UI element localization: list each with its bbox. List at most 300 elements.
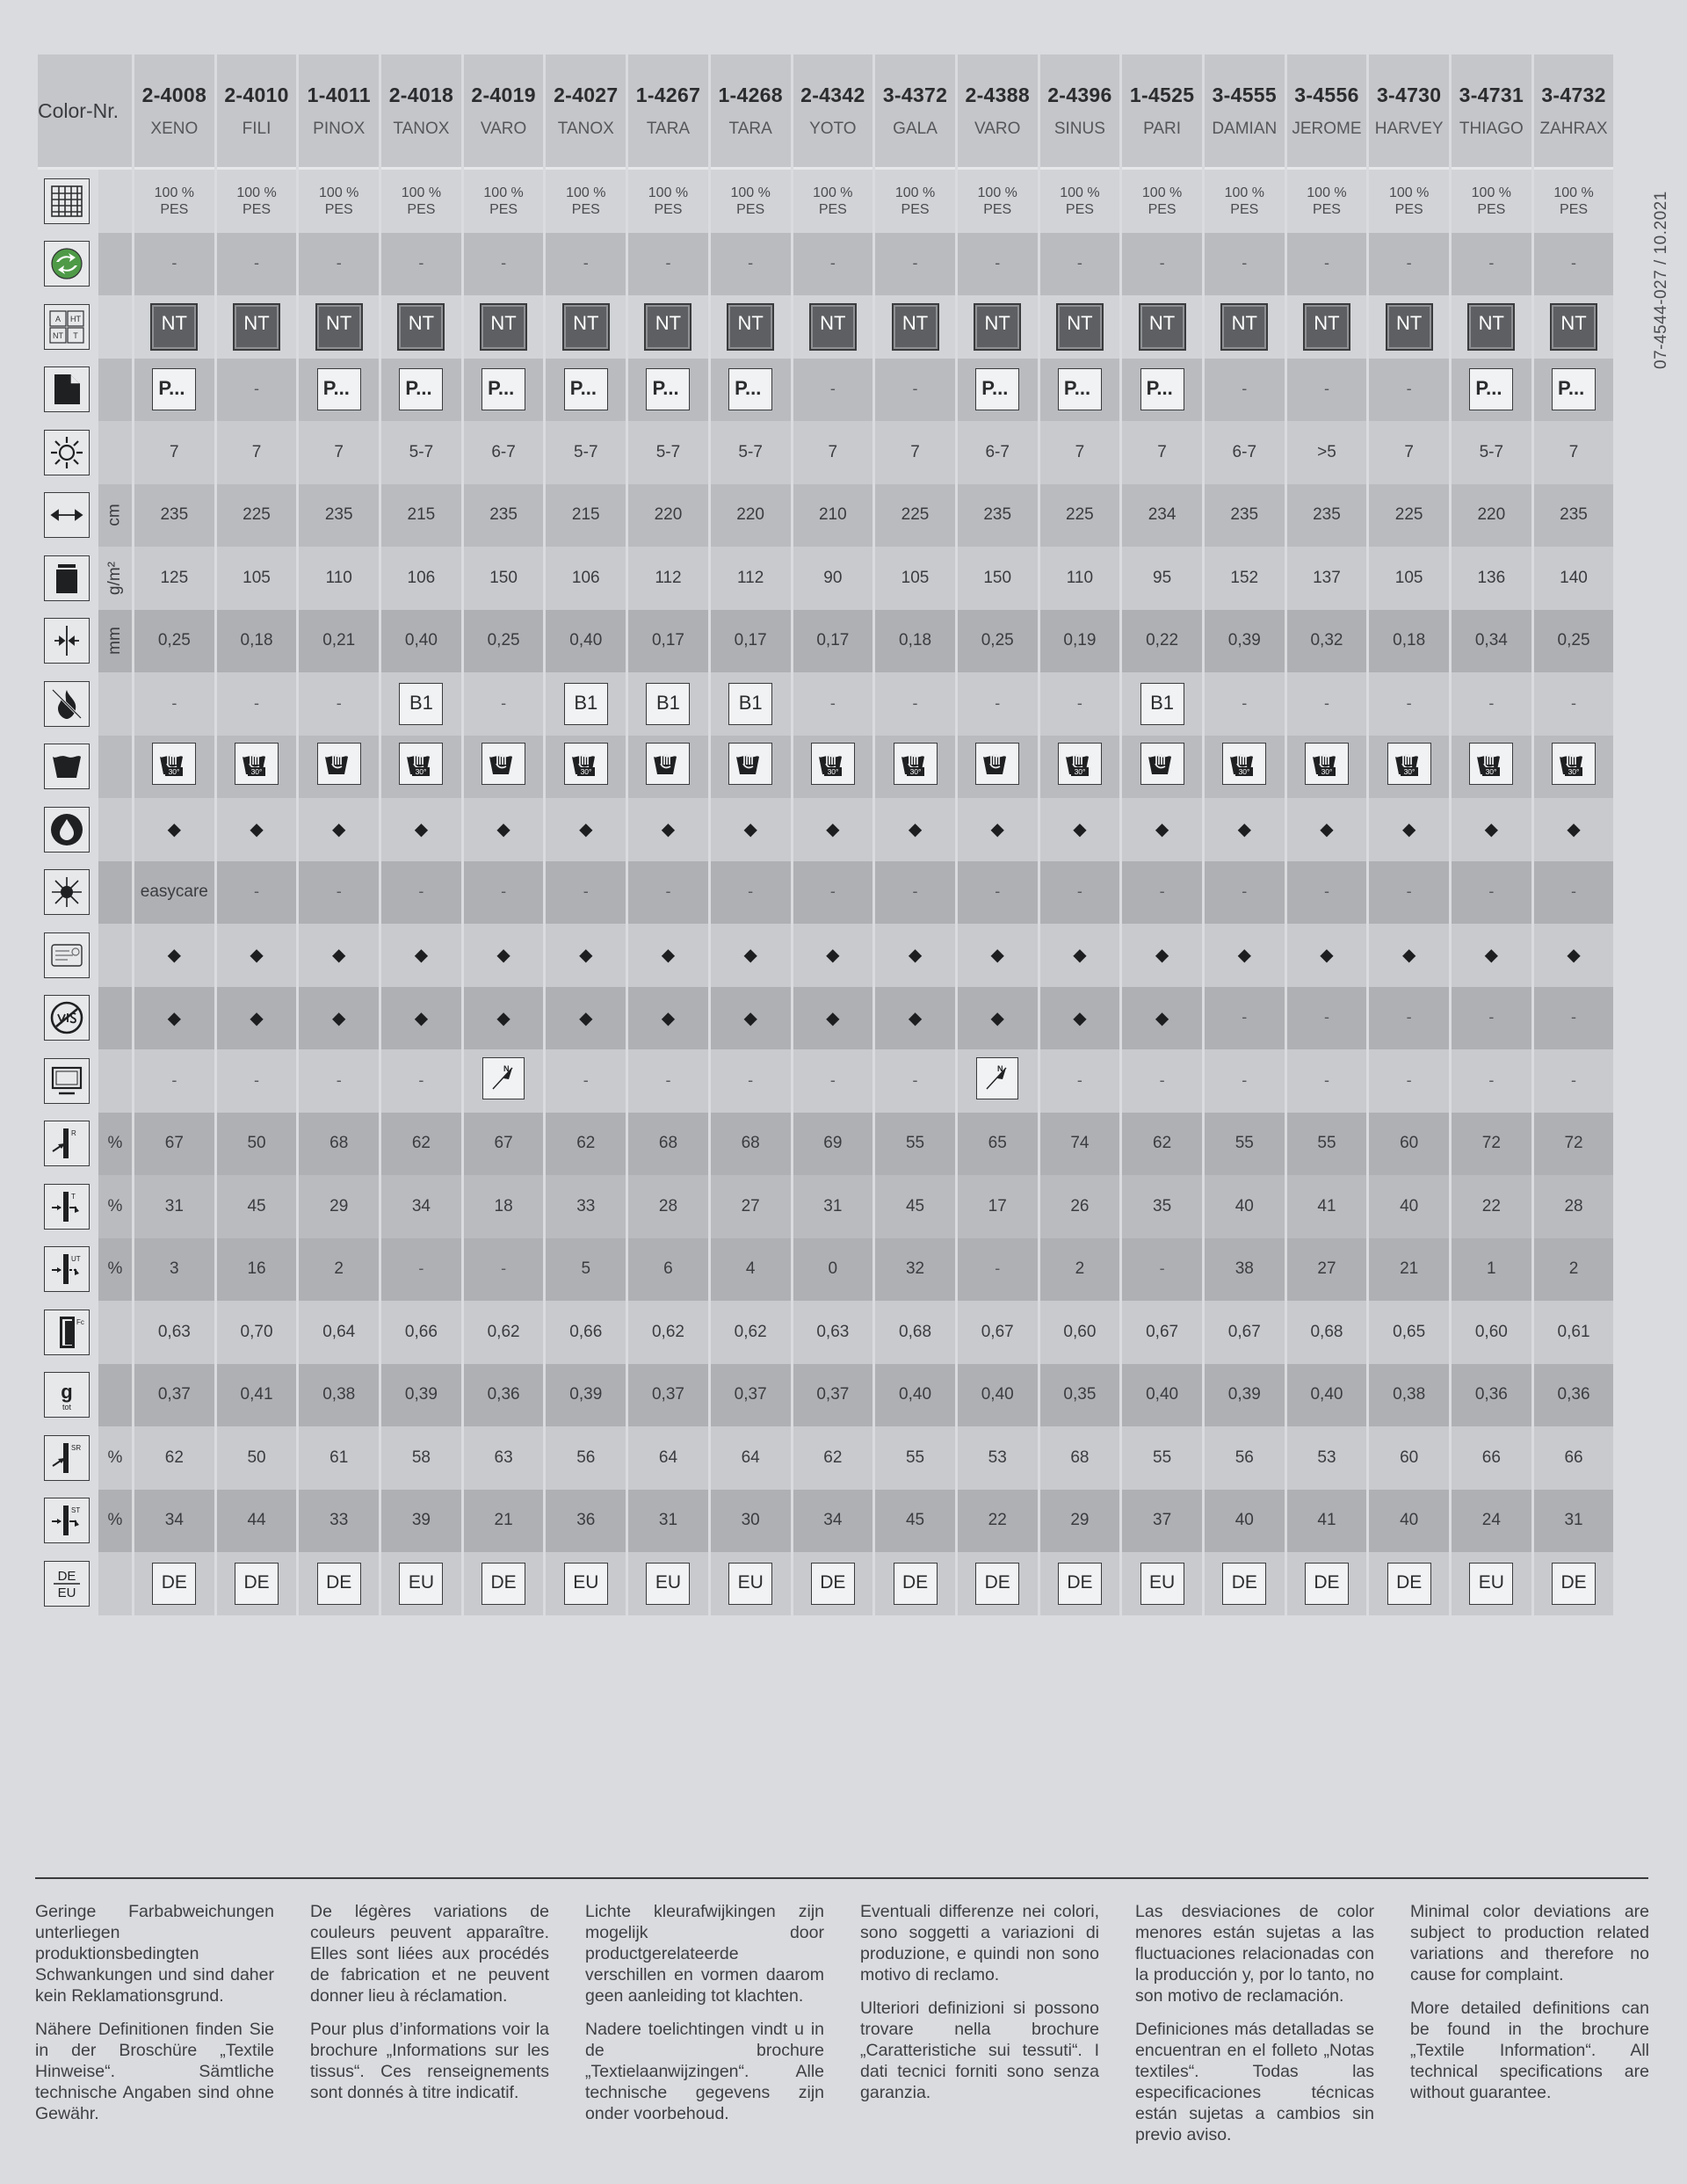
uv-transmission-icon — [38, 1238, 96, 1302]
composition-value: 100 % PES — [1307, 185, 1347, 217]
table-cell — [1287, 1301, 1367, 1364]
table-cell — [299, 1552, 379, 1615]
table-cell — [1287, 672, 1367, 736]
table-cell — [793, 1426, 873, 1490]
mounting-badge: NT — [809, 303, 857, 351]
table-cell — [958, 484, 1038, 548]
document-badge: P... — [481, 368, 525, 410]
cell-value: - — [336, 693, 342, 712]
table-cell — [299, 672, 379, 736]
column-header — [1534, 54, 1614, 170]
table-cell — [299, 798, 379, 861]
feature-diamond: ◆ — [414, 1008, 429, 1028]
cell-value: 62 — [164, 1448, 184, 1467]
model-name: ZAHRAX — [1539, 119, 1608, 138]
flame-retardant-icon — [38, 672, 96, 736]
table-cell — [299, 736, 379, 799]
table-cell — [1534, 1301, 1614, 1364]
table-cell — [134, 924, 214, 987]
feature-diamond: ◆ — [908, 820, 923, 840]
table-cell — [1452, 1552, 1531, 1615]
cell-value: 7 — [1404, 442, 1414, 461]
table-cell — [1534, 1049, 1614, 1113]
table-cell — [134, 1490, 214, 1553]
feature-diamond: ◆ — [743, 946, 757, 966]
table-cell — [464, 1301, 544, 1364]
table-cell — [1122, 1490, 1202, 1553]
svg-text:N: N — [503, 1063, 510, 1073]
table-cell — [546, 1113, 626, 1176]
feature-diamond: ◆ — [414, 820, 429, 840]
table-cell — [217, 295, 297, 359]
composition-value: 100 % PES — [1471, 185, 1512, 217]
table-cell — [381, 610, 461, 673]
cell-value: 2 — [334, 1259, 344, 1279]
g-total-icon — [38, 1364, 96, 1427]
cell-value: 235 — [160, 505, 189, 525]
table-cell — [134, 1364, 214, 1427]
cell-value: 0,35 — [1063, 1385, 1097, 1404]
table-cell — [1287, 1049, 1367, 1113]
table-cell — [793, 233, 873, 296]
feature-diamond: ◆ — [1567, 946, 1581, 966]
color-code: 1-4011 — [307, 83, 371, 106]
table-cell — [381, 295, 461, 359]
cell-value: 40 — [1400, 1196, 1419, 1215]
cell-value: - — [171, 254, 177, 272]
cell-value: 0,40 — [899, 1385, 932, 1404]
table-cell — [1040, 1175, 1120, 1238]
table-cell — [875, 1049, 955, 1113]
row-unit — [98, 1049, 132, 1113]
table-cell — [217, 610, 297, 673]
feature-diamond: ◆ — [743, 1008, 757, 1028]
table-cell — [1452, 1426, 1531, 1490]
table-cell — [711, 1175, 791, 1238]
table-cell — [1452, 987, 1531, 1050]
mounting-type-icon — [38, 295, 96, 359]
table-cell — [1040, 233, 1120, 296]
cell-value: 34 — [164, 1511, 184, 1530]
row-unit — [98, 359, 132, 422]
feature-diamond: ◆ — [743, 820, 757, 840]
color-code: 2-4018 — [388, 83, 454, 106]
row-unit — [98, 1301, 132, 1364]
wash-care-icon — [235, 743, 279, 785]
table-cell — [1205, 987, 1285, 1050]
table-cell — [217, 1175, 297, 1238]
mounting-badge: NT — [233, 303, 280, 351]
cell-value: - — [254, 882, 260, 901]
wash-care-icon — [1305, 743, 1349, 785]
mounting-badge: NT — [644, 303, 691, 351]
cell-value: 105 — [243, 568, 271, 587]
certification-region-badge: EU — [1140, 1563, 1184, 1605]
wash-care-icon — [1552, 743, 1596, 785]
column-header — [875, 54, 955, 170]
color-code: 1-4268 — [718, 83, 783, 106]
table-row — [38, 1490, 1613, 1553]
table-cell — [217, 1049, 297, 1113]
model-name: HARVEY — [1374, 119, 1444, 138]
cell-value: 31 — [823, 1196, 843, 1215]
cell-value: 58 — [411, 1448, 431, 1467]
cell-value: - — [748, 882, 754, 901]
row-unit — [98, 421, 132, 484]
mounting-badge: NT — [1386, 303, 1433, 351]
table-cell — [1369, 1301, 1449, 1364]
table-cell — [299, 1490, 379, 1553]
cell-value: 29 — [1070, 1511, 1090, 1530]
table-cell — [793, 736, 873, 799]
table-row — [38, 798, 1613, 861]
feature-diamond: ◆ — [990, 946, 1004, 966]
table-cell — [793, 924, 873, 987]
column-header — [381, 54, 461, 170]
feature-diamond: ◆ — [1484, 946, 1499, 966]
table-cell — [628, 484, 708, 548]
row-unit — [98, 1364, 132, 1427]
cell-value: 21 — [1400, 1259, 1419, 1279]
table-cell — [875, 295, 955, 359]
feature-diamond: ◆ — [332, 820, 346, 840]
feature-diamond: ◆ — [826, 946, 840, 966]
document-page-icon — [38, 359, 96, 422]
table-cell — [1534, 1364, 1614, 1427]
table-cell — [1452, 924, 1531, 987]
cell-value: 17 — [988, 1196, 1007, 1215]
table-row — [38, 1113, 1613, 1176]
cell-value: 27 — [1317, 1259, 1336, 1279]
cell-value: - — [829, 380, 836, 398]
table-row — [38, 295, 1613, 359]
table-cell — [217, 547, 297, 610]
unit-label: cm — [105, 504, 124, 526]
cell-value: 50 — [247, 1448, 266, 1467]
footer-es-p1: Las desviaciones de color menores están sujetas a las fluctuaciones relacionadas con la producción y, por lo tanto, no son motivo de reclamación. — [1135, 1902, 1374, 2006]
model-name: VARO — [974, 119, 1021, 138]
table-cell — [546, 924, 626, 987]
model-name: SINUS — [1053, 119, 1105, 138]
cell-value: - — [1571, 1008, 1577, 1027]
table-cell — [1122, 1175, 1202, 1238]
table-row — [38, 1552, 1613, 1615]
document-badge: P... — [1469, 368, 1513, 410]
fire-class-badge: B1 — [564, 683, 608, 725]
cell-value: 7 — [910, 442, 920, 461]
feature-diamond: ◆ — [1484, 820, 1499, 840]
table-cell — [381, 1364, 461, 1427]
cell-value: 7 — [251, 442, 262, 461]
table-cell — [1452, 861, 1531, 925]
svg-text:T: T — [73, 330, 78, 340]
footer-nl-p2: Nadere toelichtingen vindt u in de brochure „Textielaanwijzingen“. Alle technische gegevens zijn onder voorbehoud. — [585, 2020, 824, 2123]
table-cell — [875, 1175, 955, 1238]
cell-value: 0,18 — [899, 631, 932, 650]
feature-diamond: ◆ — [908, 1008, 923, 1028]
table-cell — [134, 1301, 214, 1364]
document-badge: P... — [317, 368, 361, 410]
footer-it-p2: Ulteriori definizioni si possono trovare nella brochure „Caratteristiche sui tessuti“. I dati tecnici forniti sono senza garanzia. — [860, 1999, 1099, 2102]
cell-value: 0,40 — [1310, 1385, 1343, 1404]
table-cell — [1205, 1175, 1285, 1238]
table-cell — [793, 672, 873, 736]
table-cell — [1040, 1552, 1120, 1615]
cell-value: 110 — [1066, 568, 1094, 587]
feature-diamond: ◆ — [414, 946, 429, 966]
cell-value: 150 — [489, 568, 518, 587]
table-cell — [1205, 1113, 1285, 1176]
composition-value: 100 % PES — [483, 185, 524, 217]
footer-text-de — [35, 1901, 274, 2137]
cell-value: - — [995, 882, 1001, 901]
cell-value: - — [501, 1259, 507, 1278]
column-header — [628, 54, 708, 170]
table-cell — [628, 610, 708, 673]
table-cell — [464, 1490, 544, 1553]
column-header — [711, 54, 791, 170]
table-cell — [628, 861, 708, 925]
table-cell — [1040, 1049, 1120, 1113]
table-cell — [958, 610, 1038, 673]
feature-diamond: ◆ — [826, 820, 840, 840]
table-cell — [464, 170, 544, 233]
cell-value: 6 — [663, 1259, 673, 1279]
cell-value: 140 — [1560, 568, 1588, 587]
table-cell — [711, 170, 791, 233]
column-header — [793, 54, 873, 170]
light-fastness-sun-icon — [38, 421, 96, 484]
table-cell — [1040, 672, 1120, 736]
table-cell — [711, 233, 791, 296]
cell-value: 0,62 — [734, 1322, 767, 1341]
table-cell — [464, 1175, 544, 1238]
cell-value: 40 — [1234, 1511, 1254, 1530]
wash-care-icon — [811, 743, 855, 785]
cell-value: 0,39 — [404, 1385, 438, 1404]
cell-value: 41 — [1317, 1511, 1336, 1530]
compass-icon — [482, 1057, 525, 1099]
table-cell — [381, 736, 461, 799]
table-cell — [217, 170, 297, 233]
footer-text-it — [860, 1901, 1099, 2115]
row-unit — [98, 610, 132, 673]
table-cell — [1040, 1364, 1120, 1427]
table-cell — [134, 736, 214, 799]
composition-value: 100 % PES — [154, 185, 195, 217]
certification-region-badge: DE — [481, 1563, 525, 1605]
cell-value: 0,66 — [404, 1322, 438, 1341]
table-cell — [875, 233, 955, 296]
cell-value: 210 — [818, 505, 847, 525]
table-row — [38, 1364, 1613, 1427]
table-cell — [628, 1490, 708, 1553]
svg-text:SR: SR — [71, 1443, 82, 1452]
table-cell — [546, 1049, 626, 1113]
cell-value: 110 — [325, 568, 352, 587]
cell-value: - — [254, 380, 260, 398]
table-cell — [1369, 484, 1449, 548]
table-cell — [299, 547, 379, 610]
table-cell — [217, 484, 297, 548]
table-cell — [793, 1113, 873, 1176]
table-row — [38, 610, 1613, 673]
weight-icon — [38, 547, 96, 610]
table-cell — [628, 987, 708, 1050]
cell-value: 0,63 — [157, 1322, 191, 1341]
table-cell — [299, 295, 379, 359]
table-cell — [464, 547, 544, 610]
table-cell — [875, 798, 955, 861]
table-cell — [1122, 359, 1202, 422]
table-cell — [217, 1364, 297, 1427]
cell-value: 235 — [1230, 505, 1259, 525]
table-cell — [1122, 798, 1202, 861]
cell-value: - — [1242, 380, 1248, 398]
mounting-badge: NT — [1139, 303, 1186, 351]
table-cell — [381, 861, 461, 925]
table-cell — [1452, 1490, 1531, 1553]
cell-value: 0,38 — [322, 1385, 356, 1404]
cell-value: 4 — [745, 1259, 756, 1279]
monitor-screen-icon — [38, 1049, 96, 1113]
table-cell — [875, 484, 955, 548]
cell-value: 55 — [1153, 1448, 1172, 1467]
table-cell — [628, 1175, 708, 1238]
table-cell — [958, 1049, 1038, 1113]
row-unit — [98, 1490, 132, 1553]
washing-tub-icon — [38, 736, 96, 799]
table-cell — [1452, 1175, 1531, 1238]
table-row — [38, 924, 1613, 987]
cell-value: 0,40 — [981, 1385, 1014, 1404]
cell-value: - — [1076, 1070, 1082, 1089]
table-cell — [299, 233, 379, 296]
cell-value: 150 — [983, 568, 1012, 587]
cell-value: 62 — [823, 1448, 843, 1467]
cell-value: 29 — [329, 1196, 349, 1215]
composition-value: 100 % PES — [977, 185, 1017, 217]
svg-text:Fc: Fc — [76, 1317, 84, 1326]
table-cell — [711, 1301, 791, 1364]
color-code: 3-4555 — [1212, 83, 1277, 106]
table-cell — [464, 421, 544, 484]
table-row — [38, 1049, 1613, 1113]
table-cell — [381, 987, 461, 1050]
table-cell — [1040, 421, 1120, 484]
mounting-badge: NT — [315, 303, 363, 351]
svg-text:EU: EU — [57, 1585, 76, 1600]
cell-value: - — [829, 1070, 836, 1089]
table-cell — [464, 924, 544, 987]
composition-value: 100 % PES — [1060, 185, 1100, 217]
table-cell — [958, 1113, 1038, 1176]
table-cell — [299, 484, 379, 548]
cell-value: 0,39 — [1227, 1385, 1261, 1404]
cell-value: 44 — [247, 1511, 266, 1530]
wash-care-icon — [1140, 743, 1184, 785]
row-unit — [98, 295, 132, 359]
table-cell — [793, 359, 873, 422]
cell-value: 5-7 — [655, 442, 681, 461]
cell-value: 0,37 — [734, 1385, 767, 1404]
table-cell — [134, 484, 214, 548]
color-code: 2-4396 — [1047, 83, 1112, 106]
cell-value: 55 — [1317, 1134, 1336, 1153]
feature-diamond: ◆ — [496, 820, 510, 840]
table-cell — [711, 610, 791, 673]
cell-value: 5-7 — [574, 442, 598, 461]
feature-diamond: ◆ — [1567, 820, 1581, 840]
color-code: 2-4019 — [471, 83, 536, 106]
footer-fr-p1: De légères variations de couleurs peuvent apparaître. Elles sont liées aux procédés de fabrication et ne peuvent donner lieu à réclamation. — [310, 1902, 549, 2006]
table-cell — [1452, 170, 1531, 233]
table-cell — [1369, 421, 1449, 484]
cell-value: - — [1242, 1070, 1248, 1089]
cell-value: 0,37 — [816, 1385, 850, 1404]
table-cell — [464, 1113, 544, 1176]
cell-value: 64 — [658, 1448, 678, 1467]
unit-label: mm — [105, 627, 124, 656]
model-name: TANOX — [557, 119, 614, 138]
footer-it-p1: Eventuali differenze nei colori, sono soggetti a variazioni di produzione, e quindi non sono motivo di reclamo. — [860, 1902, 1099, 1984]
svg-text:30°: 30° — [1074, 767, 1086, 777]
table-cell — [875, 421, 955, 484]
table-cell — [217, 233, 297, 296]
table-cell — [793, 861, 873, 925]
table-cell — [875, 1364, 955, 1427]
table-cell — [1534, 798, 1614, 861]
table-cell — [1287, 610, 1367, 673]
table-cell — [1205, 1426, 1285, 1490]
cell-value: - — [418, 882, 424, 901]
cell-value: - — [829, 693, 836, 712]
table-cell — [793, 421, 873, 484]
cell-value: - — [418, 254, 424, 272]
column-header — [1122, 54, 1202, 170]
table-cell — [1452, 1113, 1531, 1176]
cell-value: 215 — [571, 505, 600, 525]
table-cell — [546, 359, 626, 422]
table-cell — [134, 1238, 214, 1302]
cell-value: 0,68 — [899, 1322, 932, 1341]
cell-value: - — [583, 882, 589, 901]
cell-value: 5-7 — [1479, 442, 1504, 461]
unit-label: % — [107, 1259, 123, 1279]
feature-diamond: ◆ — [1073, 1008, 1087, 1028]
cell-value: - — [1406, 1070, 1412, 1089]
table-cell — [134, 170, 214, 233]
row-unit — [98, 233, 132, 296]
cell-value: 62 — [576, 1134, 596, 1153]
cell-value: 0,40 — [569, 631, 603, 650]
cell-value: - — [1571, 1070, 1577, 1089]
table-cell — [1040, 1113, 1120, 1176]
st-transmission-icon — [38, 1490, 96, 1553]
cell-value: - — [1488, 1008, 1495, 1027]
cell-value: 60 — [1400, 1134, 1419, 1153]
table-cell — [1040, 484, 1120, 548]
table-cell — [1534, 672, 1614, 736]
svg-text:NT: NT — [53, 330, 63, 340]
color-nr-label: Color-Nr. — [38, 54, 132, 170]
table-cell — [1369, 610, 1449, 673]
certification-region-badge: DE — [1222, 1563, 1266, 1605]
table-cell — [381, 1301, 461, 1364]
table-cell — [546, 610, 626, 673]
table-cell — [217, 1426, 297, 1490]
svg-text:30°: 30° — [1403, 767, 1415, 777]
